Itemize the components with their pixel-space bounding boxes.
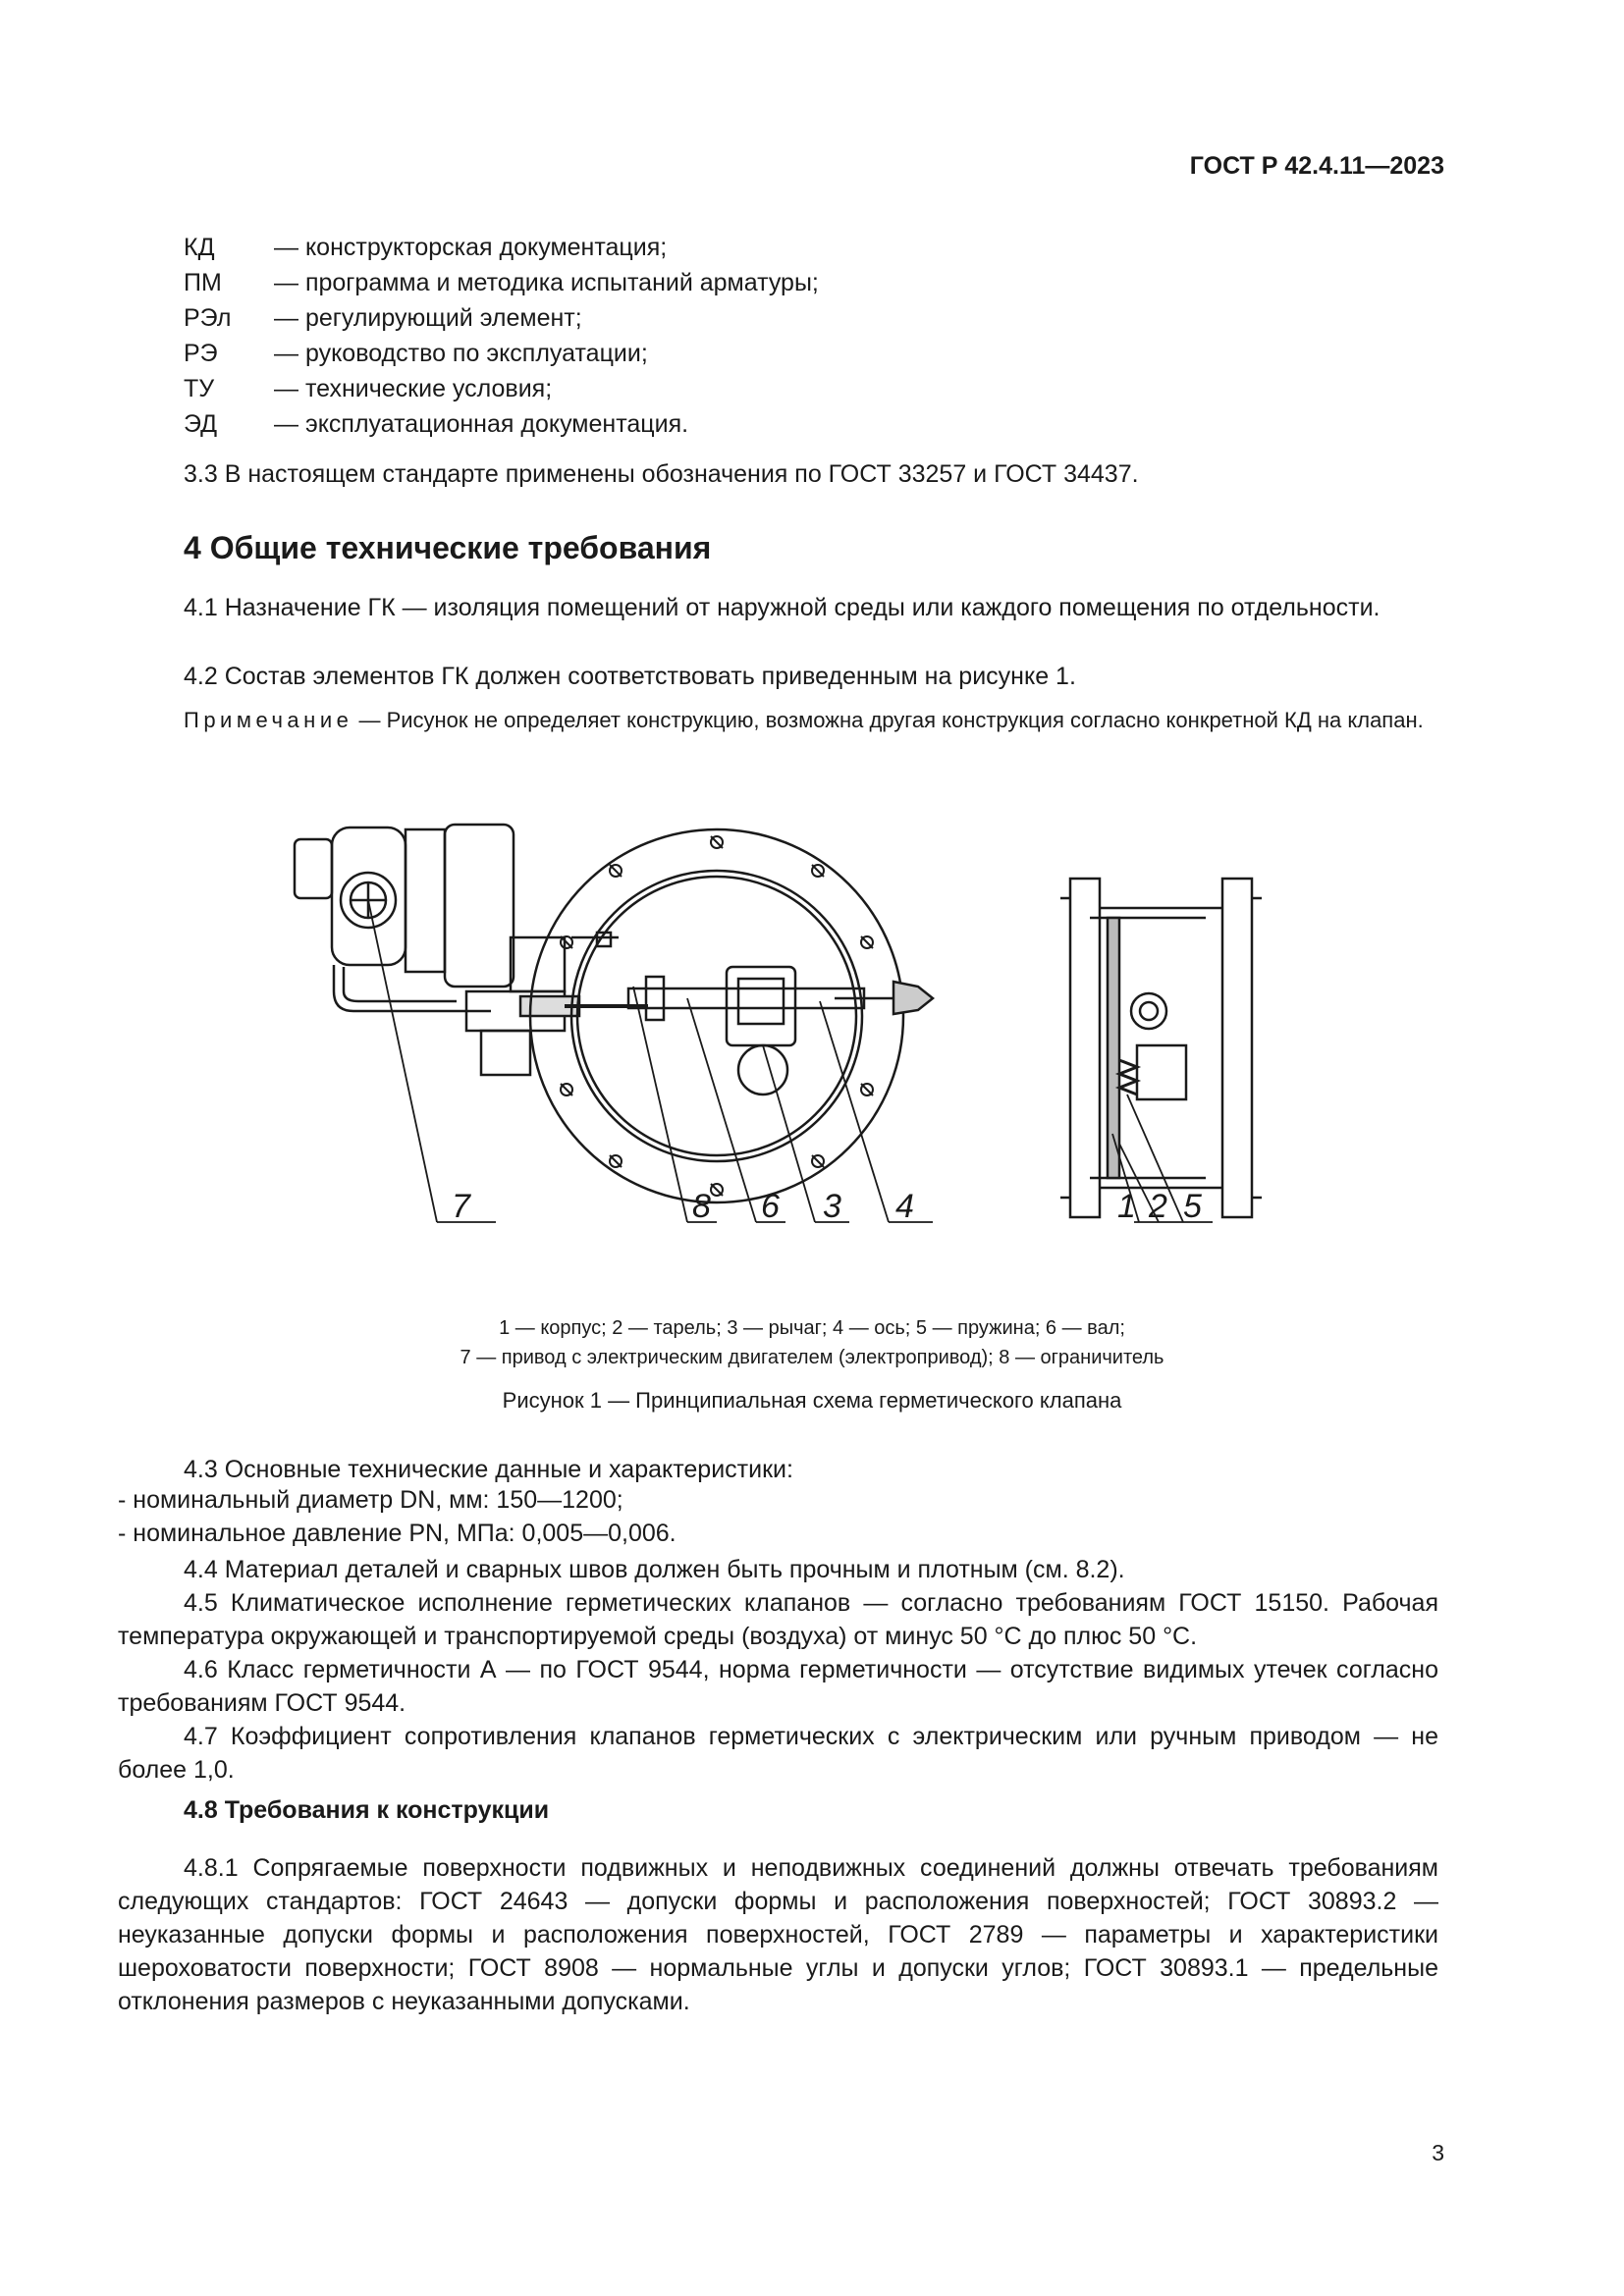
valve-body-side	[1060, 879, 1262, 1217]
legend-line: 7 — привод с электрическим двигателем (электропривод); 8 — ограничитель	[460, 1347, 1164, 1368]
figure-legend	[0, 1313, 1624, 1372]
paragraph-4-7: 4.7 Коэффициент сопротивления клапанов герметических с электрическим или ручным приводом — не более 1,0.	[118, 1723, 1438, 1784]
list-item	[184, 234, 819, 269]
callout-label: 7	[452, 1188, 470, 1225]
abbreviation-definition: — программа и методика испытаний арматуры;	[274, 269, 819, 296]
paragraph-3-3: 3.3 В настоящем стандарте применены обозначения по ГОСТ 33257 и ГОСТ 34437.	[184, 460, 1139, 488]
callout-label: 8	[692, 1188, 711, 1225]
callout-label: 6	[761, 1188, 780, 1225]
callout-label: 5	[1183, 1188, 1202, 1225]
list-item	[184, 410, 819, 446]
list-item	[184, 269, 819, 304]
note-text: — Рисунок не определяет конструкцию, возможна другая конструкция согласно конкретной КД на клапан.	[352, 708, 1424, 732]
section-4-8-heading: 4.8 Требования к конструкции	[184, 1796, 550, 1824]
abbreviation-definition: — эксплуатационная документация.	[274, 410, 689, 438]
list-item	[184, 375, 819, 410]
list-item: - номинальное давление PN, МПа: 0,005—0,006.	[118, 1520, 677, 1547]
paragraph-4-5: 4.5 Климатическое исполнение герметических клапанов — согласно требованиям ГОСТ 15150. Рабочая температура окружающей и транспортируемой среды (воздуха) от минус 50 °С до плюс 50 °С.	[118, 1589, 1438, 1650]
abbreviation-term: ПМ	[184, 269, 222, 296]
figure-callouts	[452, 1188, 1202, 1225]
callout-label: 1	[1117, 1188, 1136, 1225]
note	[118, 705, 1438, 735]
abbreviation-term: ТУ	[184, 375, 215, 402]
paragraph-4-3: 4.3 Основные технические данные и характеристики:	[184, 1456, 793, 1483]
callout-label: 4	[895, 1188, 914, 1225]
paragraph-4-1: 4.1 Назначение ГК — изоляция помещений от наружной среды или каждого помещения по отдельности.	[184, 594, 1380, 621]
paragraph-4-6: 4.6 Класс герметичности А — по ГОСТ 9544, норма герметичности — отсутствие видимых утечек согласно требованиям ГОСТ 9544.	[118, 1656, 1438, 1717]
legend-line: 1 — корпус; 2 — тарель; 3 — рычаг; 4 — ось; 5 — пружина; 6 — вал;	[499, 1317, 1125, 1339]
abbreviation-definition: — технические условия;	[274, 375, 553, 402]
page-number: 3	[1432, 2140, 1444, 2165]
abbreviation-definition: — регулирующий элемент;	[274, 304, 582, 332]
abbreviation-definition: — конструкторская документация;	[274, 234, 668, 261]
callout-label: 2	[1149, 1188, 1167, 1225]
list-item: - номинальный диаметр DN, мм: 150—1200;	[118, 1486, 623, 1514]
section-4-heading: 4 Общие технические требования	[184, 530, 712, 565]
paragraph-4-4: 4.4 Материал деталей и сварных швов должен быть прочным и плотным (см. 8.2).	[184, 1556, 1125, 1583]
abbreviation-definition: — руководство по эксплуатации;	[274, 340, 648, 367]
paragraph-4-2: 4.2 Состав элементов ГК должен соответствовать приведенным на рисунке 1.	[184, 663, 1076, 690]
valve-body-front	[530, 829, 933, 1202]
list-item	[184, 340, 819, 375]
figure-caption: Рисунок 1 — Принципиальная схема герметического клапана	[502, 1388, 1122, 1413]
callout-leaders	[368, 900, 1213, 1222]
list-item	[184, 304, 819, 340]
abbreviation-list	[184, 234, 819, 446]
note-label: Примечание	[184, 708, 353, 732]
flange-bolts	[561, 836, 873, 1196]
document-header: ГОСТ Р 42.4.11—2023	[1189, 152, 1444, 180]
paragraph-4-8-1: 4.8.1 Сопрягаемые поверхности подвижных и неподвижных соединений должны отвечать требованиям следующих стандартов: ГОСТ 24643 — допуски формы и расположения поверхностей; ГОСТ 30893.2 — неуказанные допуски формы и расположения поверхностей, ГОСТ 2789 — параметры и характеристики шероховатости поверхности; ГОСТ 8908 — нормальные углы и допуски углов; ГОСТ 30893.1 — предельные отклонения размеров с неуказанными допусками.	[118, 1854, 1438, 2015]
valve-schematic	[285, 810, 1267, 1261]
abbreviation-term: РЭ	[184, 340, 218, 367]
abbreviation-term: ЭД	[184, 410, 218, 438]
abbreviation-term: КД	[184, 234, 215, 261]
callout-label: 3	[823, 1188, 841, 1225]
abbreviation-term: РЭл	[184, 304, 232, 332]
